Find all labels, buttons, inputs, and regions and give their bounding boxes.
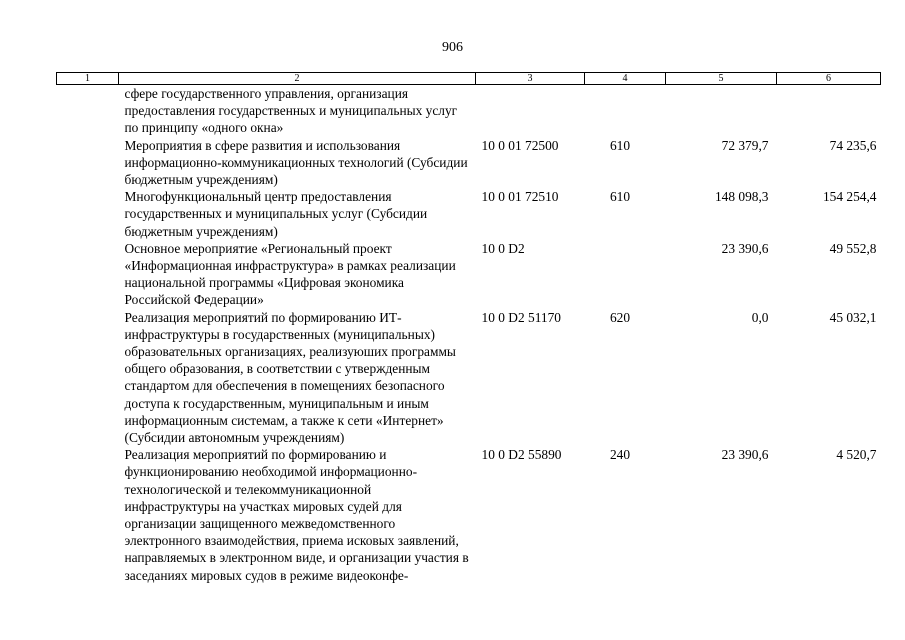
row-code: 10 0 01 72510 [481, 189, 559, 205]
column-number-row [57, 73, 881, 85]
empty-cell [57, 85, 119, 137]
column-header: 6 [777, 73, 881, 85]
row-name: Многофункциональный центр предоставления государственных и муниципальных услуг (Субсидии бюджетным учреждениям) [124, 189, 428, 239]
row-name: Реализация мероприятий по формированию ИТ-инфраструктуры в государственных (муниципальных) образовательных организациях, реализуюших программы общего образования, в соответствии с утвержденным стандартом для обеспечения в помещениях безопасного доступа к государственным, муниципальным и иным информационным системам, а также к сети «Интернет» (Субсидии автономным учреждениям) [124, 309, 456, 446]
budget-table [56, 72, 881, 584]
row-value-col5 [666, 85, 777, 137]
table-row [57, 188, 881, 240]
row-code: 10 0 D2 [481, 240, 525, 256]
table-row [57, 85, 881, 137]
row-value-col6: 74 235,6 [829, 137, 877, 153]
row-value-col5: 0,0 [751, 309, 769, 325]
row-value-col6: 154 254,4 [822, 189, 877, 205]
table-row [57, 137, 881, 189]
row-value-col5: 72 379,7 [721, 137, 769, 153]
table-row [57, 240, 881, 309]
row-value-col6: 49 552,8 [829, 240, 877, 256]
row-expense-type [585, 240, 666, 309]
column-header: 3 [476, 73, 585, 85]
row-value-col6: 4 520,7 [836, 447, 877, 463]
page-number: 906 [442, 40, 463, 55]
column-header: 5 [666, 73, 777, 85]
row-name: Мероприятия в сфере развития и использования информационно-коммуникационных технологий (Субсидии бюджетным учреждениям) [124, 137, 468, 188]
row-name: Реализация мероприятий по формированию и функционированию необходимой информационно-технологической и телекоммуникационной инфраструктуры на участках мировых судей для организации защищенного межведомственного электронного взаимодействия, приема исковых заявлений, направляемых в электронном виде, и организации участия в заседаниях мировых судов в режиме видеоконфе- [124, 447, 469, 583]
row-code: 10 0 01 72500 [481, 137, 559, 153]
row-value-col5: 23 390,6 [721, 240, 769, 256]
column-header: 2 [119, 73, 476, 85]
empty-cell [57, 137, 119, 189]
empty-cell [57, 188, 119, 240]
column-header: 4 [585, 73, 666, 85]
row-value-col6 [777, 85, 881, 137]
row-value-col5: 148 098,3 [714, 189, 769, 205]
row-value-col5: 23 390,6 [721, 447, 769, 463]
table-row [57, 446, 881, 584]
row-expense-type: 610 [609, 137, 631, 153]
row-name: сфере государственного управления, организация предоставления государственных и муниципальных услуг по принципу «одного окна» [124, 86, 458, 136]
empty-cell [57, 309, 119, 447]
row-expense-type: 620 [609, 309, 631, 325]
column-header: 1 [57, 73, 119, 85]
row-expense-type [585, 85, 666, 137]
table-row [57, 309, 881, 447]
row-name: Основное мероприятие «Региональный проект «Информационная инфраструктура» в рамках реализации национальной программы «Цифровая экономика Российской Федерации» [124, 240, 456, 308]
empty-cell [57, 240, 119, 309]
row-expense-type: 610 [609, 189, 631, 205]
empty-cell [57, 446, 119, 584]
row-code [476, 85, 585, 137]
row-code: 10 0 D2 51170 [481, 309, 561, 325]
row-code: 10 0 D2 55890 [481, 447, 562, 463]
row-value-col6: 45 032,1 [829, 309, 877, 325]
row-expense-type: 240 [609, 447, 631, 463]
